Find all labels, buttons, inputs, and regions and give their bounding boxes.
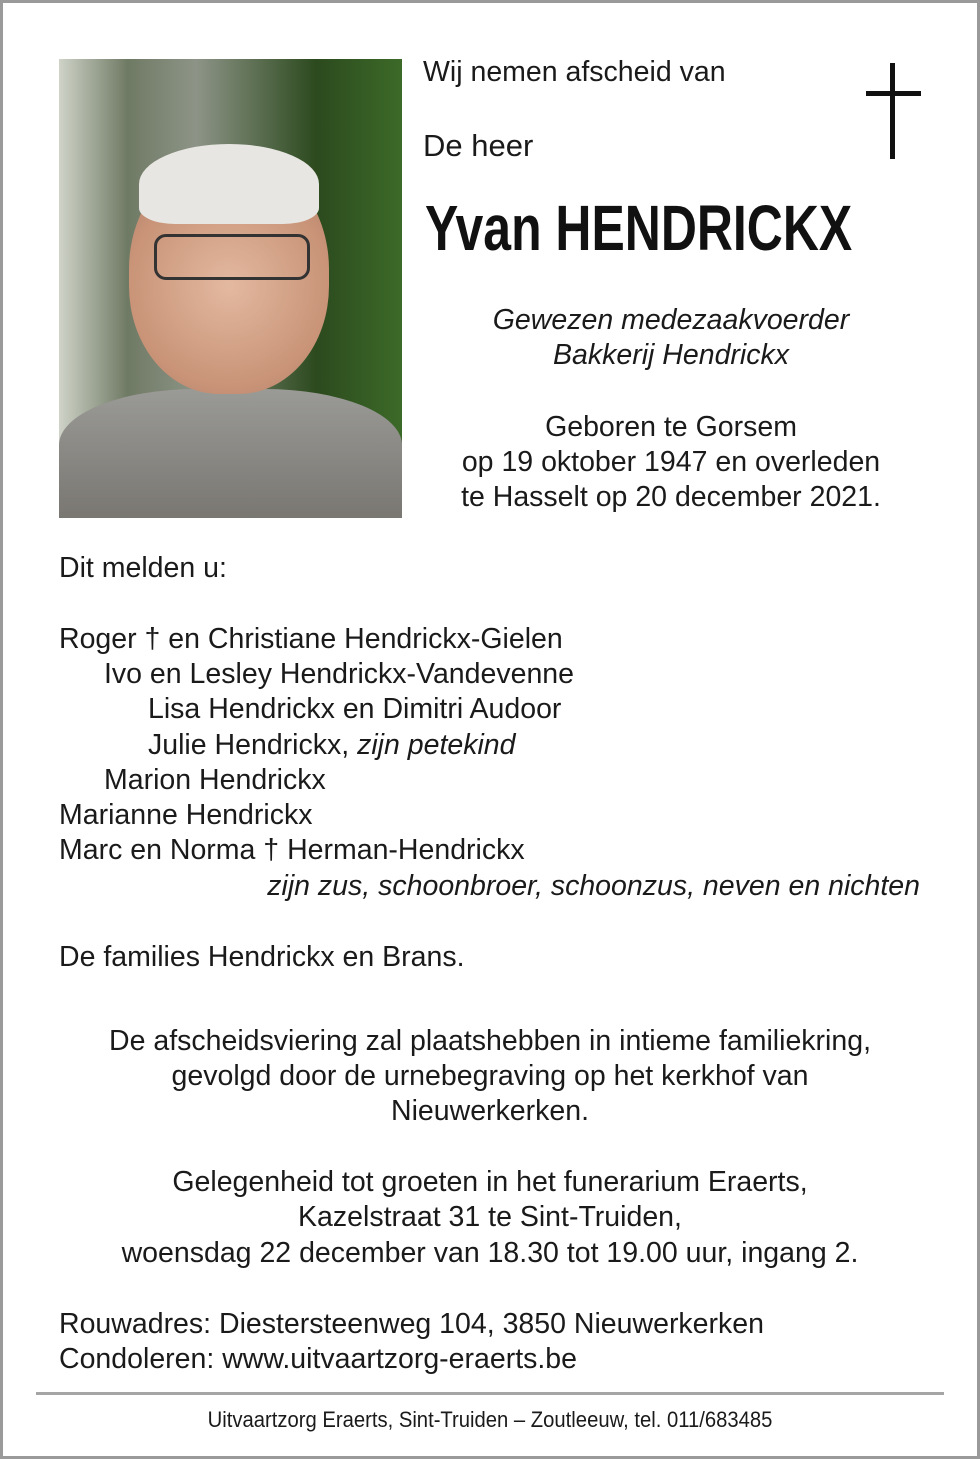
address-text: Rouwadres: Diestersteenweg 104, 3850 Nieuwerkerken: [59, 1308, 764, 1340]
ceremony-line: gevolgd door de urnebegraving op het kerkhof van: [171, 1060, 809, 1092]
footer-text: Uitvaartzorg Eraerts, Sint-Truiden – Zoutleeuw, tel. 011/683485: [207, 1407, 773, 1432]
visit-line: Kazelstraat 31 te Sint-Truiden,: [298, 1201, 682, 1233]
families-text: De families Hendrickx en Brans.: [59, 941, 465, 973]
title-text: De heer: [423, 128, 534, 163]
birth-death-line: op 19 oktober 1947 en overleden: [461, 446, 881, 478]
ceremony-line: De afscheidsviering zal plaatshebben in intieme familiekring,: [109, 1025, 871, 1057]
birth-death-line: te Hasselt op 20 december 2021.: [461, 481, 881, 513]
visit-line: Gelegenheid tot groeten in het funerarium Eraerts,: [172, 1166, 808, 1198]
family-line: [148, 731, 516, 760]
occupation-line: Gewezen medezaakvoerder: [492, 304, 850, 336]
announce-text: Dit melden u:: [59, 552, 227, 584]
birth-death-line: Geboren te Gorsem: [545, 411, 797, 443]
relation-text: zijn zus, schoonbroer, schoonzus, neven en nichten: [267, 870, 920, 902]
portrait-photo: [59, 59, 402, 518]
family-line: Marianne Hendrickx: [59, 799, 313, 831]
family-note: zijn petekind: [357, 729, 516, 761]
deceased-name: Yvan HENDRICKX: [425, 192, 853, 264]
visit-line: woensdag 22 december van 18.30 tot 19.00 uur, ingang 2.: [121, 1237, 859, 1269]
family-name: Julie Hendrickx,: [148, 729, 358, 761]
family-line: Ivo en Lesley Hendrickx-Vandevenne: [104, 658, 574, 690]
ceremony-line: Nieuwerkerken.: [391, 1095, 589, 1127]
family-line: Roger † en Christiane Hendrickx-Gielen: [59, 623, 563, 655]
family-line: Marion Hendrickx: [104, 764, 326, 796]
cross-icon: [866, 63, 921, 159]
family-line: Marc en Norma † Herman-Hendrickx: [59, 834, 525, 866]
intro-text: Wij nemen afscheid van: [423, 56, 726, 88]
occupation-line: Bakkerij Hendrickx: [553, 339, 789, 371]
condolences-text[interactable]: Condoleren: www.uitvaartzorg-eraerts.be: [59, 1343, 577, 1375]
family-line: Lisa Hendrickx en Dimitri Audoor: [148, 693, 562, 725]
divider: [36, 1392, 944, 1395]
